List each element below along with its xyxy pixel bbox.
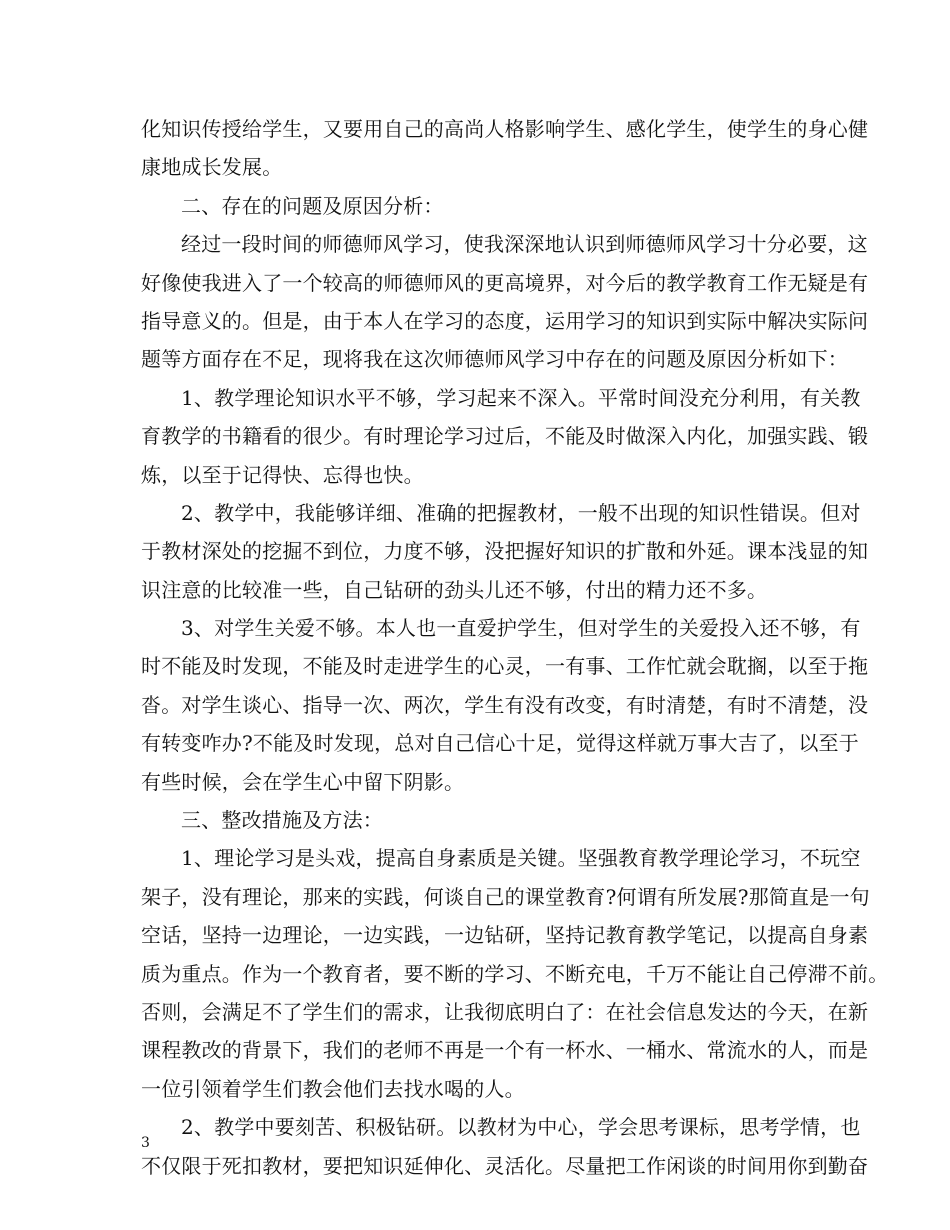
text-line: 空话，坚持一边理论，一边实践，一边钻研，坚持记教育教学笔记，以提高自身素 bbox=[141, 923, 869, 948]
text-line: 炼，以至于记得快、忘得也快。 bbox=[141, 462, 424, 487]
text-line: 否则，会满足不了学生们的需求，让我彻底明白了：在社会信息发达的今天，在新 bbox=[141, 999, 869, 1024]
text-line: 好像使我进入了一个较高的师德师风的更高境界，对今后的教学教育工作无疑是有 bbox=[141, 270, 869, 295]
text-line: 二、存在的问题及原因分析： bbox=[181, 193, 444, 218]
document-body bbox=[141, 110, 889, 1185]
text-line: 沓。对学生谈心、指导一次、两次，学生有没有改变，有时清楚，有时不清楚，没 bbox=[141, 692, 869, 717]
text-line: 架子，没有理论，那来的实践，何谈自己的课堂教育?何谓有所发展?那简直是一句 bbox=[141, 884, 870, 909]
text-line: 识注意的比较准一些，自己钻研的劲头儿还不够，付出的精力还不多。 bbox=[141, 577, 768, 602]
text-line: 3、对学生关爱不够。本人也一直爱护学生，但对学生的关爱投入还不够，有 bbox=[181, 616, 861, 641]
text-line: 课程教改的背景下，我们的老师不再是一个有一杯水、一桶水、常流水的人，而是 bbox=[141, 1038, 869, 1063]
text-line: 2、教学中，我能够详细、准确的把握教材，一般不出现的知识性错误。但对 bbox=[181, 500, 861, 525]
text-line: 于教材深处的挖掘不到位，力度不够，没把握好知识的扩散和外延。课本浅显的知 bbox=[141, 539, 869, 564]
text-line: 一位引领着学生们教会他们去找水喝的人。 bbox=[141, 1076, 525, 1101]
text-line: 时不能及时发现，不能及时走进学生的心灵，一有事、工作忙就会耽搁，以至于拖 bbox=[141, 654, 869, 679]
text-line: 化知识传授给学生，又要用自己的高尚人格影响学生、感化学生，使学生的身心健 bbox=[141, 117, 869, 141]
text-line: 不仅限于死扣教材，要把知识延伸化、灵活化。尽量把工作闲谈的时间用你到勤奋 bbox=[141, 1153, 869, 1178]
text-line: 有转变咋办?不能及时发现，总对自己信心十足，觉得这样就万事大吉了，以至于 bbox=[141, 731, 859, 756]
text-line: 有些时候，会在学生心中留下阴影。 bbox=[141, 769, 465, 794]
text-line: 康地成长发展。 bbox=[141, 155, 283, 180]
text-line: 题等方面存在不足，现将我在这次师德师风学习中存在的问题及原因分析如下： bbox=[141, 347, 848, 372]
page-number: 3 bbox=[141, 1135, 150, 1151]
text-line: 指导意义的。但是，由于本人在学习的态度，运用学习的知识到实际中解决实际问 bbox=[141, 308, 869, 333]
text-line: 1、教学理论知识水平不够，学习起来不深入。平常时间没充分利用，有关教 bbox=[181, 385, 861, 410]
text-line: 1、理论学习是头戏，提高自身素质是关键。坚强教育教学理论学习，不玩空 bbox=[181, 846, 861, 871]
text-line: 质为重点。作为一个教育者，要不断的学习、不断充电，千万不能让自己停滞不前。 bbox=[141, 961, 889, 986]
text-line: 2、教学中要刻苦、积极钻研。以教材为中心，学会思考课标，思考学情，也 bbox=[181, 1115, 861, 1140]
text-line: 育教学的书籍看的很少。有时理论学习过后，不能及时做深入内化，加强实践、锻 bbox=[141, 424, 869, 449]
text-line: 三、整改措施及方法： bbox=[181, 808, 383, 833]
text-line: 经过一段时间的师德师风学习，使我深深地认识到师德师风学习十分必要，这 bbox=[181, 232, 868, 257]
